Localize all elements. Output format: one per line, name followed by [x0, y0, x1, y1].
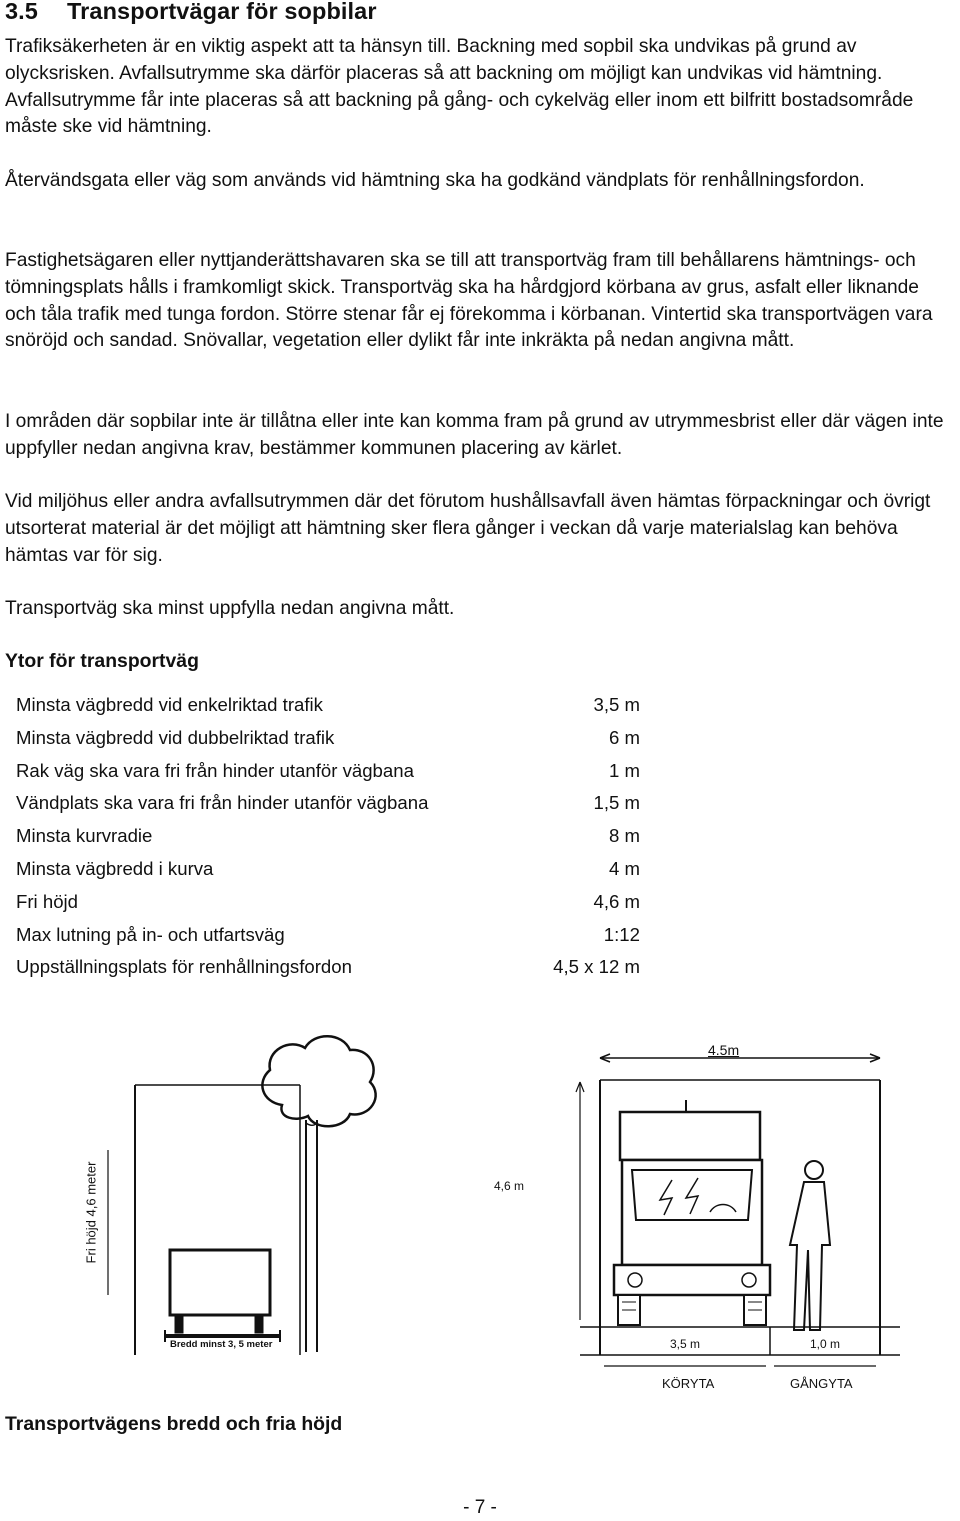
paragraph-environment-house: Vid miljöhus eller andra avfallsutrymmen där det förutom hushållsavfall även hämtas förpackningar och övrigt utsorterat material är det möjligt att hämtning sker flera gånger i veckan då varje materialslag kan behöva hämtas var för sig.: [5, 491, 931, 566]
subheading-surfaces: Ytor för transportväg: [5, 650, 199, 672]
paragraph-road-maintenance: Fastighetsägaren eller nyttjanderättshavaren ska se till att transportväg fram till behållarens hämtnings- och tömningsplats hålls i framkomligt skick. Transportväg ska ha hårdgjord körbana av grus, asfalt eller liknande och tåla trafik med tunga fordon. Större stenar får ej förekomma i körbanan. Vintertid ska transportvägen vara snöröjd och sandad. Snövallar, vegetation eller dylikt får inte inkräkta på nedan angivna mått.: [5, 250, 933, 352]
requirement-value: 1,5 m: [593, 792, 640, 814]
requirement-label: Minsta vägbredd vid dubbelriktad trafik: [16, 726, 335, 748]
requirement-label: Uppställningsplats för renhållningsfordon: [16, 956, 352, 978]
left-illustration: [108, 1036, 376, 1355]
right-illustration: [576, 1054, 900, 1366]
requirement-value: 4,6 m: [593, 890, 640, 912]
top-width-label: 4.5m: [708, 1042, 740, 1058]
requirement-row: [16, 692, 656, 725]
figure-caption: Transportvägens bredd och fria höjd: [5, 1413, 343, 1435]
walk-width-label: 1,0 m: [810, 1337, 841, 1351]
tree-icon: [262, 1036, 375, 1352]
requirement-row: [16, 856, 656, 889]
truck-rear-icon: [170, 1250, 270, 1333]
page-number: - 7 -: [463, 1497, 497, 1518]
requirement-label: Minsta vägbredd vid enkelriktad trafik: [16, 694, 323, 715]
requirement-value: 1:12: [603, 923, 640, 945]
requirement-row: [16, 922, 656, 955]
paragraph-minimum-requirements: Transportväg ska minst uppfylla nedan angivna mått.: [5, 598, 455, 619]
requirement-row: [16, 725, 656, 758]
requirements-table: [16, 692, 656, 987]
requirement-value: 8 m: [609, 825, 640, 847]
section-number: 3.5: [5, 0, 38, 24]
road-label: KÖRYTA: [662, 1376, 715, 1391]
requirement-value: 4 m: [609, 857, 640, 879]
requirement-label: Max lutning på in- och utfartsväg: [16, 923, 285, 945]
left-height-label: Fri höjd 4,6 meter: [83, 1161, 99, 1264]
requirement-label: Vändplats ska vara fri från hinder utanför vägbana: [16, 792, 429, 814]
requirement-row: [16, 954, 656, 987]
truck-front-icon: [614, 1100, 770, 1325]
requirement-label: Fri höjd: [16, 890, 79, 912]
requirement-label: Minsta kurvradie: [16, 825, 153, 847]
requirement-label: Minsta vägbredd i kurva: [16, 857, 214, 879]
paragraph-municipality-placement: I områden där sopbilar inte är tillåtna eller inte kan komma fram på grund av utrymmesbrist eller där vägen inte uppfyller nedan angivna krav, bestämmer kommunen placering av kärlet.: [5, 411, 944, 459]
walk-label: GÅNGYTA: [790, 1376, 853, 1391]
transport-road-figure: [0, 1030, 960, 1410]
paragraph-turning-area: Återvändsgata eller väg som används vid hämtning ska ha godkänd vändplats för renhållningsfordon.: [5, 170, 865, 191]
requirement-row: [16, 790, 656, 823]
requirement-value: 3,5 m: [593, 694, 640, 715]
figure-drawing: [0, 1030, 960, 1410]
left-width-label: Bredd minst 3, 5 meter: [170, 1339, 273, 1350]
road-width-label: 3,5 m: [670, 1337, 701, 1351]
requirement-row: [16, 758, 656, 791]
requirement-label: Rak väg ska vara fri från hinder utanför vägbana: [16, 759, 414, 781]
requirement-row: [16, 889, 656, 922]
paragraph-traffic-safety: Trafiksäkerheten är en viktig aspekt att ta hänsyn till. Backning med sopbil ska undvikas på grund av olycksrisken. Avfallsutrymme ska därför placeras så att backning om möjligt kan undvikas vid hämtning. Avfallsutrymme får inte placeras så att backning på gång- och cykelväg eller inom ett bilfritt bostadsområde måste ske vid hämtning.: [5, 36, 914, 138]
requirement-row: [16, 823, 656, 856]
pedestrian-icon: [790, 1161, 830, 1330]
height-label: 4,6 m: [494, 1179, 525, 1193]
section-title: Transportvägar för sopbilar: [67, 0, 377, 24]
requirement-value: 6 m: [609, 726, 640, 748]
requirement-value: 4,5 x 12 m: [553, 956, 640, 978]
section-heading: [5, 0, 377, 25]
requirement-value: 1 m: [609, 759, 640, 781]
